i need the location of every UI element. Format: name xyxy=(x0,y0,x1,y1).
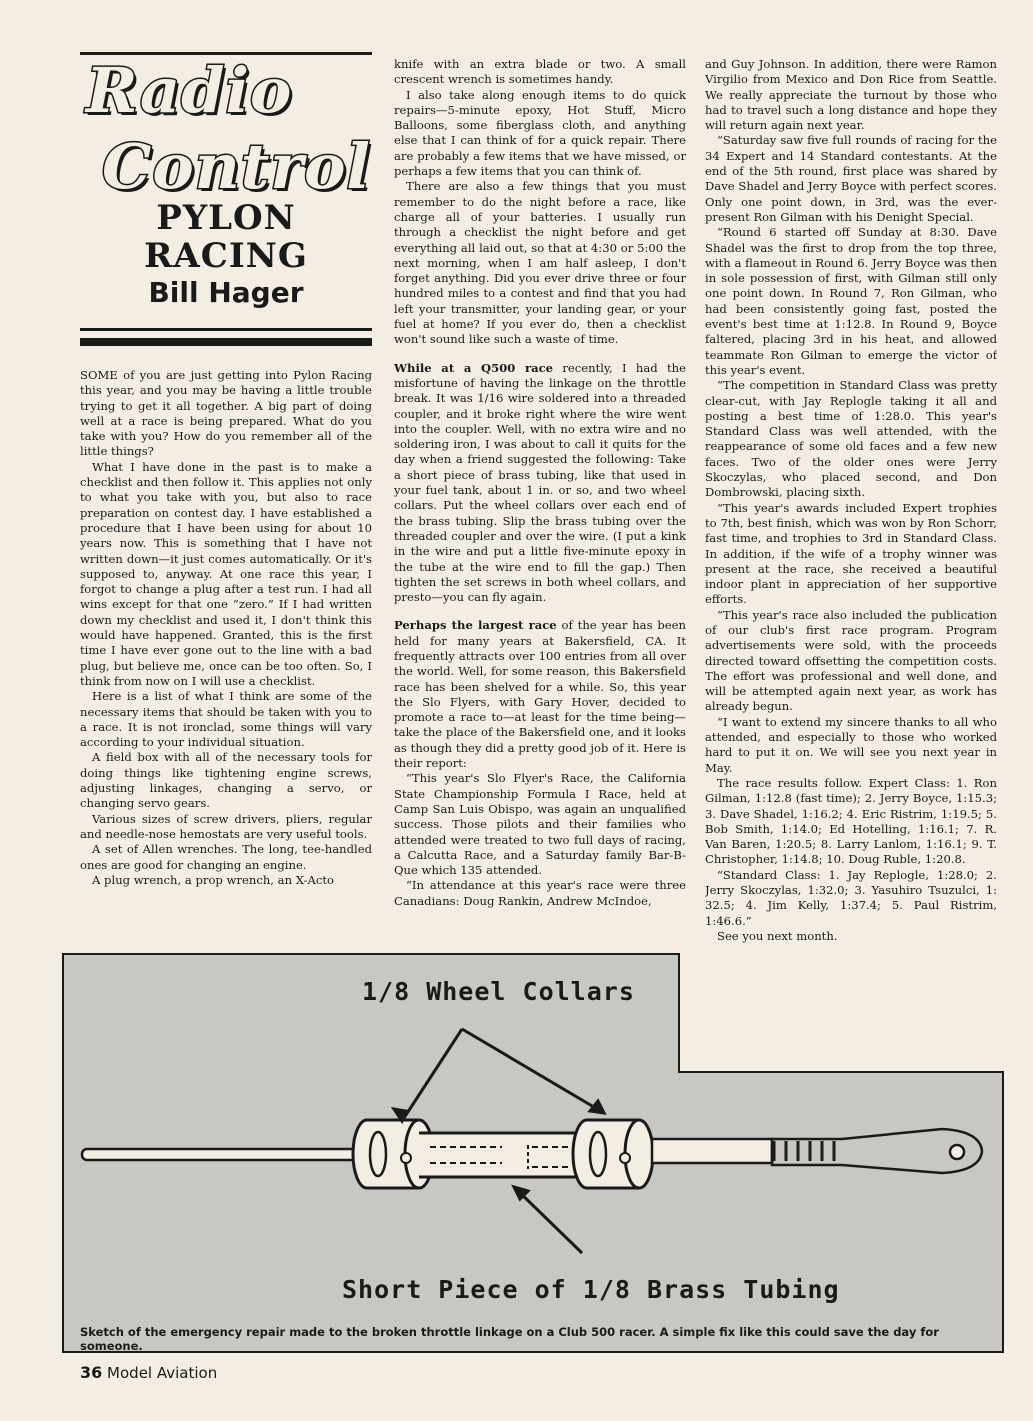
label-wheel-collars: 1/8 Wheel Collars xyxy=(362,977,635,1006)
masthead xyxy=(80,52,372,352)
label-brass-tubing: Short Piece of 1/8 Brass Tubing xyxy=(342,1275,840,1304)
masthead-rule-thick xyxy=(80,338,372,346)
paragraph: Various sizes of screw drivers, pliers, regular and needle-nose hemostats are very useful tools. xyxy=(80,811,372,841)
title-radio: Radio xyxy=(86,54,293,127)
paragraph: SOME of you are just getting into Pylon Racing this year, and you may be having a little trouble trying to get it all together. A big part of doing well at a race is being prepared. What do you take with you? How do you remember all of the little things? xyxy=(80,368,372,459)
paragraph: “Saturday saw five full rounds of racing for the 34 Expert and 14 Standard contestants. At the end of the 5th round, first place was shared by Dave Shadel and Jerry Boyce with perfect scores. Only one point down, in 3rd, was the ever-present Ron Gilman with his Denight Special. xyxy=(705,133,997,224)
throttle-wire xyxy=(82,1149,372,1160)
column-2 xyxy=(394,57,686,947)
paragraph: “In attendance at this year's race were three Canadians: Doug Rankin, Andrew McIndoe, xyxy=(394,878,686,908)
paragraph: I also take along enough items to do quick repairs—5-minute epoxy, Hot Stuff, Micro Balloons, some fiberglass cloth, and anything else that I can think of for a quick repair. There are probably a few items that we have missed, or perhaps a few items that you can think of. xyxy=(394,87,686,179)
paragraph: A field box with all of the necessary tools for doing things like tightening engine screws, adjusting linkages, changing a servo, or changing servo gears. xyxy=(80,750,372,811)
lead-in: Perhaps the largest race xyxy=(394,618,557,633)
paragraph: “This year's race also included the publication of our club's first race program. Program advertisements were sold, with the proceeds directed toward offsetting the competition costs. The effort was professional and well done, and will be attempted again next year, as work has already begun. xyxy=(705,607,997,714)
paragraph: What I have done in the past is to make a checklist and then follow it. This applies not only to what you take with you, but also to race preparation on contest day. I have established a procedure that I have been using for about 10 years now. This is something that I have not written down—it just comes automatically. Or it's supposed to, anyway. At one race this year, I forgot to change a plug after a test run. I had all wins except for that one “zero.” If I had written down my checklist and used it, I don't think this would have happened. Granted, this is the first time I have ever gone out to the line with a bad plug, but believe me, once can be too often. So, I think from now on I will use a checklist. xyxy=(80,459,372,688)
paragraph: There are also a few things that you must remember to do the night before a race, like charge all of your batteries. I usually run through a checklist the night before and get everything all laid out, so that at 4:30 or 5:00 the next morning, when I am half asleep, I don't forget anything. Did you ever drive three or four hundred miles to a contest and find that you had left your transmitter, your landing gear, or your fuel at home? If you ever do, then a checklist won't sound like such a waste of time. xyxy=(394,179,686,347)
paragraph: “The competition in Standard Class was pretty clear-cut, with Jay Replogle taking it all and posting a best time of 1:28.0. This year's Standard Class was well attended, with the reappearance of some old faces and a few new faces. Two of the older ones were Jerry Skoczylas, who placed second, and Don Dombrowski, placing sixth. xyxy=(705,378,997,500)
paragraph-body: recently, I had the misfortune of having the linkage on the throttle break. It was 1/16 wire soldered into a threaded coupler, and it broke right where the wire went into the coupler. Well, with no extra wire and no soldering iron, I was about to call it quits for the day when a friend suggested the following: Take a short piece of brass tubing, like that used in your fuel tank, about 1 in. or so, and two wheel collars. Put the wheel collars over each end of the brass tubing. Slip the brass tubing over the threaded coupler and over the wire. (I put a kink in the wire and put a little five-minute epoxy in the tube at the wire end to fill the gap.) Then tighten the set screws in both wheel collars, and presto—you can fly again. xyxy=(394,360,686,605)
paragraph: “Round 6 started off Sunday at 8:30. Dave Shadel was the first to drop from the top three, with a flameout in Round 6. Jerry Boyce was then in sole possession of first, with Gilman still only one point down. In Round 7, Ron Gilman, who had been consistently going fast, posted the event's best time at 1:12.8. In Round 9, Boyce faltered, placing 3rd in his heat, and allowed teammate Ron Gilman to emerge the victor of this year's event. xyxy=(705,225,997,377)
column-1 xyxy=(80,368,372,948)
paragraph: “Standard Class: 1. Jay Replogle, 1:28.0; 2. Jerry Skoczylas, 1:32.0; 3. Yasuhiro Tsuzulci, 1: 32.5; 4. Jim Kelly, 1:37.4; 5. Paul Ristrim, 1:46.6.” xyxy=(705,867,997,928)
paragraph xyxy=(394,618,686,771)
brass-tubing xyxy=(419,1133,587,1177)
masthead-rule-thin xyxy=(80,328,372,331)
paragraph-body: of the year has been held for many years at Bakersfield, CA. It frequently attracts over 100 entries from all over the world. Well, for some reason, this Bakersfield race has been shelved for a while. So, this year the Slo Flyers, with Gary Hover, decided to promote a race to—at least for the time being—take the place of the Bakersfield one, and it looks as though they did a pretty good job of it. Here is their report: xyxy=(394,618,686,771)
subtitle-pylon: PYLON xyxy=(156,198,296,238)
magazine-name: Model Aviation xyxy=(107,1364,218,1382)
lead-in: While at a Q500 race xyxy=(394,360,554,375)
column-3 xyxy=(705,57,997,1067)
paragraph: A plug wrench, a prop wrench, an X-Acto xyxy=(92,872,334,887)
paragraph: “This year's awards included Expert trophies to 7th, best finish, which was won by Ron Schorr, fast time, and trophies to 3rd in Standard Class. In addition, if the wife of a trophy winner was present at the race, she received a beautiful indoor plant in appreciation of her supportive efforts. xyxy=(705,500,997,607)
page-footer xyxy=(80,1363,217,1382)
wheel-collar-right xyxy=(573,1120,653,1188)
title-control: Control xyxy=(102,130,371,203)
paragraph: A set of Allen wrenches. The long, tee-handled ones are good for changing an engine. xyxy=(80,842,372,872)
repair-sketch-figure xyxy=(62,953,1004,1353)
paragraph: See you next month. xyxy=(717,928,838,943)
paragraph: The race results follow. Expert Class: 1. Ron Gilman, 1:12.8 (fast time); 2. Jerry Boyce, 1:15.3; 3. Dave Shadel, 1:16.2; 4. Eric Ristrim, 1:19.5; 5. Bob Smith, 1:14.0; Ed Hotelling, 1:16.1; 7. R. Van Baren, 1:20.5; 8. Larry Lanlom, 1:16.1; 9. T. Christopher, 1:14.8; 10. Doug Ruble, 1:20.8. xyxy=(705,775,997,867)
paragraph: “This year's Slo Flyer's Race, the California State Championship Formula I Race, held at Camp San Luis Obispo, was again an unqualified success. Those pilots and their families who attended were treated to two full days of racing, a Calcutta Race, and a Saturday family Bar-B-Que which 135 attended. xyxy=(394,771,686,878)
paragraph: and Guy Johnson. In addition, there were Ramon Virgilio from Mexico and Don Rice from Seattle. We really appreciate the turnout by those who had to travel such a long distance and hope they will return again next year. xyxy=(705,57,997,133)
paragraph xyxy=(394,361,686,606)
paragraph: knife with an extra blade or two. A small crescent wrench is sometimes handy. xyxy=(394,57,686,87)
threaded-coupler xyxy=(652,1129,982,1173)
figure-caption: Sketch of the emergency repair made to the broken throttle linkage on a Club 500 racer. A simple fix like this could save the day for someone. xyxy=(80,1325,939,1353)
byline: Bill Hager xyxy=(148,276,304,309)
paragraph: “I want to extend my sincere thanks to all who attended, and especially to those who worked hard to put it on. We will see you next year in May. xyxy=(705,714,997,775)
paragraph: Here is a list of what I think are some of the necessary items that should be taken with you to a race. It is not ironclad, some things will vary according to your individual situation. xyxy=(80,689,372,750)
page-number: 36 xyxy=(80,1363,103,1382)
subtitle-racing: RACING xyxy=(144,236,308,276)
